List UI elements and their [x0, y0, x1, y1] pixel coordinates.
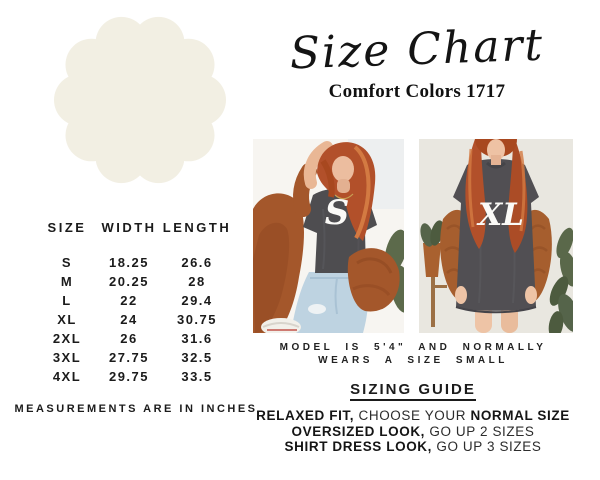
shirt-letter-xl: XL — [478, 197, 524, 233]
model-photo-size-s — [253, 139, 404, 333]
table-row — [36, 367, 234, 386]
model-caption-line2: WEARS A SIZE SMALL — [318, 355, 508, 366]
cell-size: 2XL — [52, 331, 82, 346]
table-row — [36, 348, 234, 367]
size-table — [36, 220, 234, 386]
cell-width: 22 — [120, 293, 138, 308]
table-row — [36, 253, 234, 272]
cell-length: 28 — [188, 274, 206, 289]
size-table-header — [36, 220, 234, 235]
cell-width: 18.25 — [108, 255, 150, 270]
cell-size: 4XL — [52, 369, 82, 384]
cell-size: S — [61, 255, 73, 270]
guide-text-regular: CHOOSE YOUR — [354, 408, 471, 423]
sizing-guide-heading: SIZING GUIDE — [350, 381, 476, 401]
cell-length: 30.75 — [176, 312, 218, 327]
shirt-letter-s: S — [324, 193, 350, 233]
page-title: Size Chart — [288, 19, 545, 80]
guide-text-bold: RELAXED FIT, — [256, 408, 355, 423]
col-header-size: SIZE — [47, 220, 87, 235]
model-photo-size-xl — [419, 139, 573, 333]
cell-width: 29.75 — [108, 369, 150, 384]
page-subtitle: Comfort Colors 1717 — [328, 81, 506, 102]
size-table-body — [36, 253, 234, 386]
sizing-guide-lines — [246, 408, 580, 455]
guide-text-regular: GO UP 2 SIZES — [425, 423, 535, 439]
cell-length: 29.4 — [181, 293, 213, 308]
table-row — [36, 329, 234, 348]
model-caption-line1: MODEL IS 5'4" AND NORMALLY — [279, 342, 547, 353]
cell-size: XL — [57, 312, 77, 327]
cell-length: 26.6 — [181, 255, 213, 270]
cell-width: 27.75 — [108, 350, 150, 365]
cell-length: 33.5 — [181, 369, 213, 384]
sizing-guide — [246, 381, 580, 455]
title-block — [258, 20, 576, 103]
cell-size: L — [62, 293, 72, 308]
scallop-shape — [54, 17, 226, 183]
model-caption — [246, 341, 580, 367]
scalloped-badge — [52, 14, 228, 186]
measurements-note: MEASUREMENTS ARE IN INCHES — [14, 403, 258, 415]
guide-text-bold: SHIRT DRESS LOOK, — [284, 439, 433, 454]
cell-size: 3XL — [52, 350, 82, 365]
table-row — [36, 272, 234, 291]
guide-text-regular: GO UP 3 SIZES — [432, 439, 542, 454]
guide-line-oversized — [246, 424, 580, 440]
guide-text-bold: OVERSIZED LOOK, — [291, 423, 426, 439]
guide-line-shirt-dress — [246, 439, 580, 455]
cell-length: 31.6 — [181, 331, 213, 346]
cell-width: 20.25 — [108, 274, 150, 289]
cell-size: M — [60, 274, 74, 289]
table-row — [36, 291, 234, 310]
table-row — [36, 310, 234, 329]
cell-width: 24 — [120, 312, 138, 327]
col-header-length: LENGTH — [162, 220, 232, 235]
cell-length: 32.5 — [181, 350, 213, 365]
guide-line-relaxed-fit — [246, 408, 580, 424]
model-photos — [253, 139, 573, 333]
cell-width: 26 — [120, 331, 138, 346]
guide-text-bold: NORMAL SIZE — [470, 408, 570, 423]
col-header-width: WIDTH — [101, 220, 157, 235]
